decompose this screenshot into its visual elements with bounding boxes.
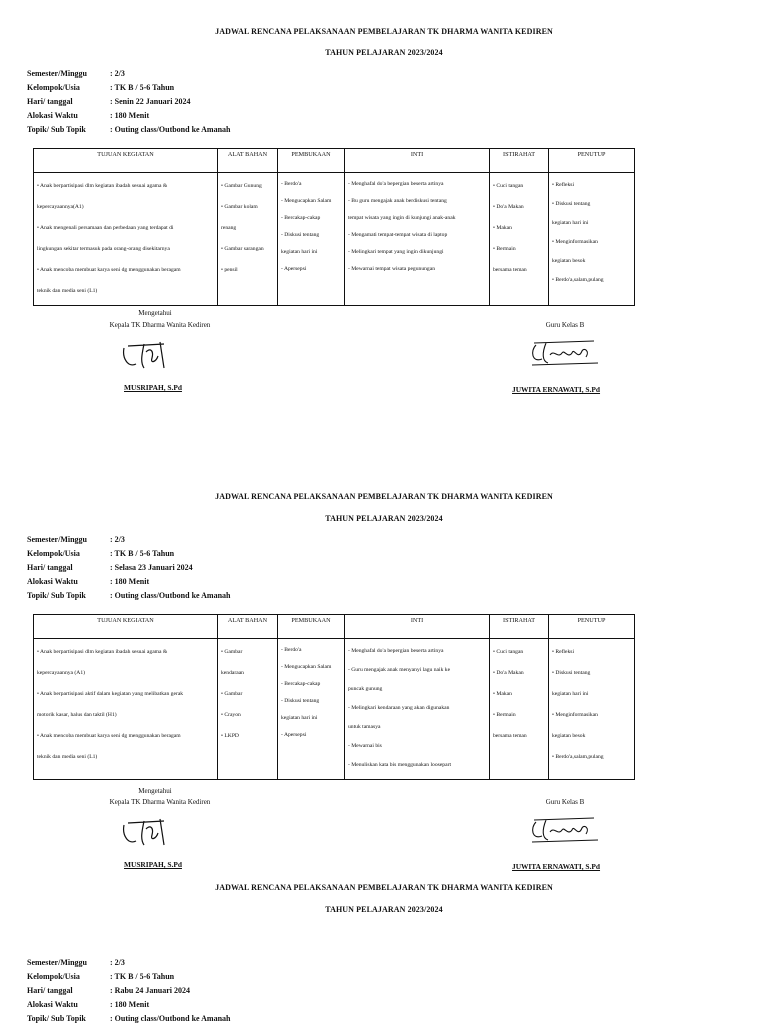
penutup-line: • Menginformasikan <box>552 239 598 245</box>
topik-value: : Outing class/Outbond ke Amanah <box>110 1014 231 1023</box>
kepala-name: MUSRIPAH, S.Pd <box>124 860 182 869</box>
alokasi-value: : 180 Menit <box>110 111 150 120</box>
header-alat: ALAT BAHAN <box>218 149 278 173</box>
cell-pembukaan <box>278 639 345 780</box>
cell-pembukaan <box>278 173 345 306</box>
tujuan-line: teknik dan media seni (L1) <box>37 754 98 760</box>
header-inti: INTI <box>345 149 490 173</box>
inti-line: - Melingkari tempat yang ingin dikunjungi <box>348 249 444 255</box>
kelompok-label: Kelompok/Usia <box>27 972 80 981</box>
tujuan-line: kepercayaannya (A1) <box>37 670 85 676</box>
penutup-line: kegiatan besok <box>552 733 586 739</box>
topik-label: Topik/ Sub Topik <box>27 591 86 600</box>
inti-line: - Bu guru mengajak anak berdiskusi tentang <box>348 198 447 204</box>
tujuan-line: • Anak mengenali persamaan dan perbedaan yang terdapat di <box>37 225 174 231</box>
pembukaan-line: - Apersepsi <box>281 266 307 272</box>
guru-signature <box>528 337 600 369</box>
plan-table <box>33 614 635 780</box>
penutup-line: • Diskusi tentang <box>552 201 591 207</box>
cell-penutup <box>549 639 635 780</box>
pembukaan-line: - Mengucapkan Salam <box>281 198 332 204</box>
pembukaan-line: - Bercakap-cakap <box>281 681 321 687</box>
header-inti: INTI <box>345 615 490 639</box>
inti-line: - Melingkari kendaraan yang akan digunakan <box>348 705 450 711</box>
cell-penutup <box>549 173 635 306</box>
alat-line: • Gambar <box>221 649 243 655</box>
inti-line: - Menghafal do'a bepergian beserta artinya <box>348 181 444 187</box>
istirahat-line: • Bermain <box>493 712 516 718</box>
inti-line: - Menuliskan kata bis menggunakan loosepart <box>348 762 451 768</box>
pembukaan-line: - Diskusi tentang <box>281 232 320 238</box>
alokasi-label: Alokasi Waktu <box>27 111 78 120</box>
guru-label: Guru Kelas B <box>545 798 585 806</box>
mengetahui-label: Mengetahui <box>138 309 172 317</box>
header-istirahat: ISTIRAHAT <box>490 149 549 173</box>
penutup-line: • Menginformasikan <box>552 712 598 718</box>
semester-value: : 2/3 <box>110 958 125 967</box>
inti-line: - Mengamati tempat-tempat wisata di laptop <box>348 232 448 238</box>
tujuan-line: teknik dan media seni (L1) <box>37 288 98 294</box>
plan-info <box>27 67 230 137</box>
doc-year: TAHUN PELAJARAN 2023/2024 <box>325 514 443 523</box>
alokasi-value: : 180 Menit <box>110 1000 150 1009</box>
istirahat-line: • Makan <box>493 691 512 697</box>
pembukaan-line: - Berdo'a <box>281 647 302 653</box>
semester-value: : 2/3 <box>110 535 125 544</box>
hari-value: : Rabu 24 Januari 2024 <box>110 986 191 995</box>
istirahat-line: bersama teman <box>493 733 527 739</box>
tujuan-line: motorik kasar, halus dan taktil (H1) <box>37 712 117 718</box>
penutup-line: • Refleksi <box>552 649 574 655</box>
inti-line: - Mewarnai bis <box>348 743 382 749</box>
kelompok-value: : TK B / 5-6 Tahun <box>110 972 175 981</box>
semester-label: Semester/Minggu <box>27 535 87 544</box>
pembukaan-line: kegiatan hari ini <box>281 715 318 721</box>
header-penutup: PENUTUP <box>549 149 635 173</box>
inti-line: untuk tamasya <box>348 724 381 730</box>
inti-line: puncak gunung <box>348 686 383 692</box>
alat-line: kendaraan <box>221 670 244 676</box>
tujuan-line: kepercayaannya(A1) <box>37 204 84 210</box>
istirahat-line: • Do'a Makan <box>493 204 524 210</box>
doc-title: JADWAL RENCANA PELAKSANAAN PEMBELAJARAN TK DHARMA WANITA KEDIREN <box>215 883 553 892</box>
kelompok-label: Kelompok/Usia <box>27 549 80 558</box>
cell-istirahat <box>490 639 549 780</box>
doc-title: JADWAL RENCANA PELAKSANAAN PEMBELAJARAN TK DHARMA WANITA KEDIREN <box>215 27 553 36</box>
kepala-signature <box>120 338 172 372</box>
guru-name: JUWITA ERNAWATI, S.Pd <box>512 385 601 394</box>
alat-line: • Gambar kolam <box>221 204 258 210</box>
istirahat-line: • Do'a Makan <box>493 670 524 676</box>
alat-line: • pensil <box>221 267 238 273</box>
kelompok-value: : TK B / 5-6 Tahun <box>110 549 175 558</box>
kepala-name: MUSRIPAH, S.Pd <box>124 383 182 392</box>
header-penutup: PENUTUP <box>549 615 635 639</box>
inti-line: - Mewarnai tempat wisata pegunungan <box>348 266 435 272</box>
cell-alat <box>218 173 278 306</box>
penutup-line: kegiatan besok <box>552 258 586 264</box>
alat-line: • Gambar sarangan <box>221 246 264 252</box>
header-tujuan: TUJUAN KEGIATAN <box>34 615 218 639</box>
topik-value: : Outing class/Outbond ke Amanah <box>110 125 231 134</box>
topik-label: Topik/ Sub Topik <box>27 1014 86 1023</box>
kepala-label: Kepala TK Dharma Wanita Kediren <box>109 321 211 329</box>
doc-title: JADWAL RENCANA PELAKSANAAN PEMBELAJARAN TK DHARMA WANITA KEDIREN <box>215 492 553 501</box>
mengetahui-label: Mengetahui <box>138 787 172 795</box>
istirahat-line: • Makan <box>493 225 512 231</box>
header-istirahat: ISTIRAHAT <box>490 615 549 639</box>
header-tujuan: TUJUAN KEGIATAN <box>34 149 218 173</box>
cell-inti <box>345 173 490 306</box>
semester-label: Semester/Minggu <box>27 69 87 78</box>
hari-value: : Senin 22 Januari 2024 <box>110 97 191 106</box>
alat-line: renang <box>221 225 237 231</box>
doc-year: TAHUN PELAJARAN 2023/2024 <box>325 905 443 914</box>
pembukaan-line: - Berdo'a <box>281 181 302 187</box>
inti-line: - Menghafal do'a bepergian beserta artinya <box>348 648 444 654</box>
tujuan-line: • Anak berpartisipasi dlm kegiatan ibadah sesuai agama & <box>37 649 168 655</box>
pembukaan-line: - Bercakap-cakap <box>281 215 321 221</box>
topik-label: Topik/ Sub Topik <box>27 125 86 134</box>
semester-value: : 2/3 <box>110 69 125 78</box>
alat-line: • Gambar Gunung <box>221 183 262 189</box>
alat-line: • LKPD <box>221 733 239 739</box>
doc-year: TAHUN PELAJARAN 2023/2024 <box>325 48 443 57</box>
guru-label: Guru Kelas B <box>545 321 585 329</box>
penutup-line: • Berdo'a,salam,pulang <box>552 277 604 283</box>
header-pembukaan: PEMBUKAAN <box>278 149 345 173</box>
istirahat-line: bersama teman <box>493 267 527 273</box>
cell-tujuan <box>34 639 218 780</box>
hari-label: Hari/ tanggal <box>27 97 73 106</box>
kepala-label: Kepala TK Dharma Wanita Kediren <box>109 798 211 806</box>
tujuan-line: • Anak berpartisipasi dlm kegiatan ibadah sesuai agama & <box>37 183 168 189</box>
header-pembukaan: PEMBUKAAN <box>278 615 345 639</box>
tujuan-line: • Anak berpartisipasi aktif dalam kegiatan yang melibatkan gerak <box>37 691 184 697</box>
kelompok-label: Kelompok/Usia <box>27 83 80 92</box>
penutup-line: • Refleksi <box>552 182 574 188</box>
tujuan-line: • Anak mencoba membuat karya seni dg menggunakan beragam <box>37 733 181 739</box>
hari-label: Hari/ tanggal <box>27 563 73 572</box>
kelompok-value: : TK B / 5-6 Tahun <box>110 83 175 92</box>
istirahat-line: • Cuci tangan <box>493 183 524 189</box>
cell-alat <box>218 639 278 780</box>
guru-signature <box>528 814 600 846</box>
pembukaan-line: - Diskusi tentang <box>281 698 320 704</box>
istirahat-line: • Bermain <box>493 246 516 252</box>
pembukaan-line: - Mengucapkan Salam <box>281 664 332 670</box>
plan-table <box>33 148 635 306</box>
tujuan-line: lingkungan sekitar termasuk pada orang-orang disekitarnya <box>37 246 170 252</box>
header-alat: ALAT BAHAN <box>218 615 278 639</box>
alokasi-label: Alokasi Waktu <box>27 1000 78 1009</box>
alat-line: • Gambar <box>221 691 243 697</box>
hari-value: : Selasa 23 Januari 2024 <box>110 563 193 572</box>
hari-label: Hari/ tanggal <box>27 986 73 995</box>
tujuan-line: • Anak mencoba membuat karya seni dg menggunakan beragam <box>37 267 181 273</box>
penutup-line: • Berdo'a,salam,pulang <box>552 754 604 760</box>
topik-value: : Outing class/Outbond ke Amanah <box>110 591 231 600</box>
cell-istirahat <box>490 173 549 306</box>
plan-info <box>27 956 230 1026</box>
pembukaan-line: - Apersepsi <box>281 732 307 738</box>
inti-line: tempat wisata yang ingin di kunjungi anak-anak <box>348 215 456 221</box>
cell-tujuan <box>34 173 218 306</box>
kepala-signature <box>120 815 172 849</box>
cell-inti <box>345 639 490 780</box>
istirahat-line: • Cuci tangan <box>493 649 524 655</box>
alat-line: • Crayon <box>221 712 241 718</box>
penutup-line: kegiatan hari ini <box>552 220 589 226</box>
alokasi-label: Alokasi Waktu <box>27 577 78 586</box>
inti-line: - Guru mengajak anak menyanyi lagu naik ke <box>348 667 451 673</box>
penutup-line: kegiatan hari ini <box>552 691 589 697</box>
plan-info <box>27 533 230 603</box>
pembukaan-line: kegiatan hari ini <box>281 249 318 255</box>
semester-label: Semester/Minggu <box>27 958 87 967</box>
penutup-line: • Diskusi tentang <box>552 670 591 676</box>
guru-name: JUWITA ERNAWATI, S.Pd <box>512 862 601 871</box>
alokasi-value: : 180 Menit <box>110 577 150 586</box>
